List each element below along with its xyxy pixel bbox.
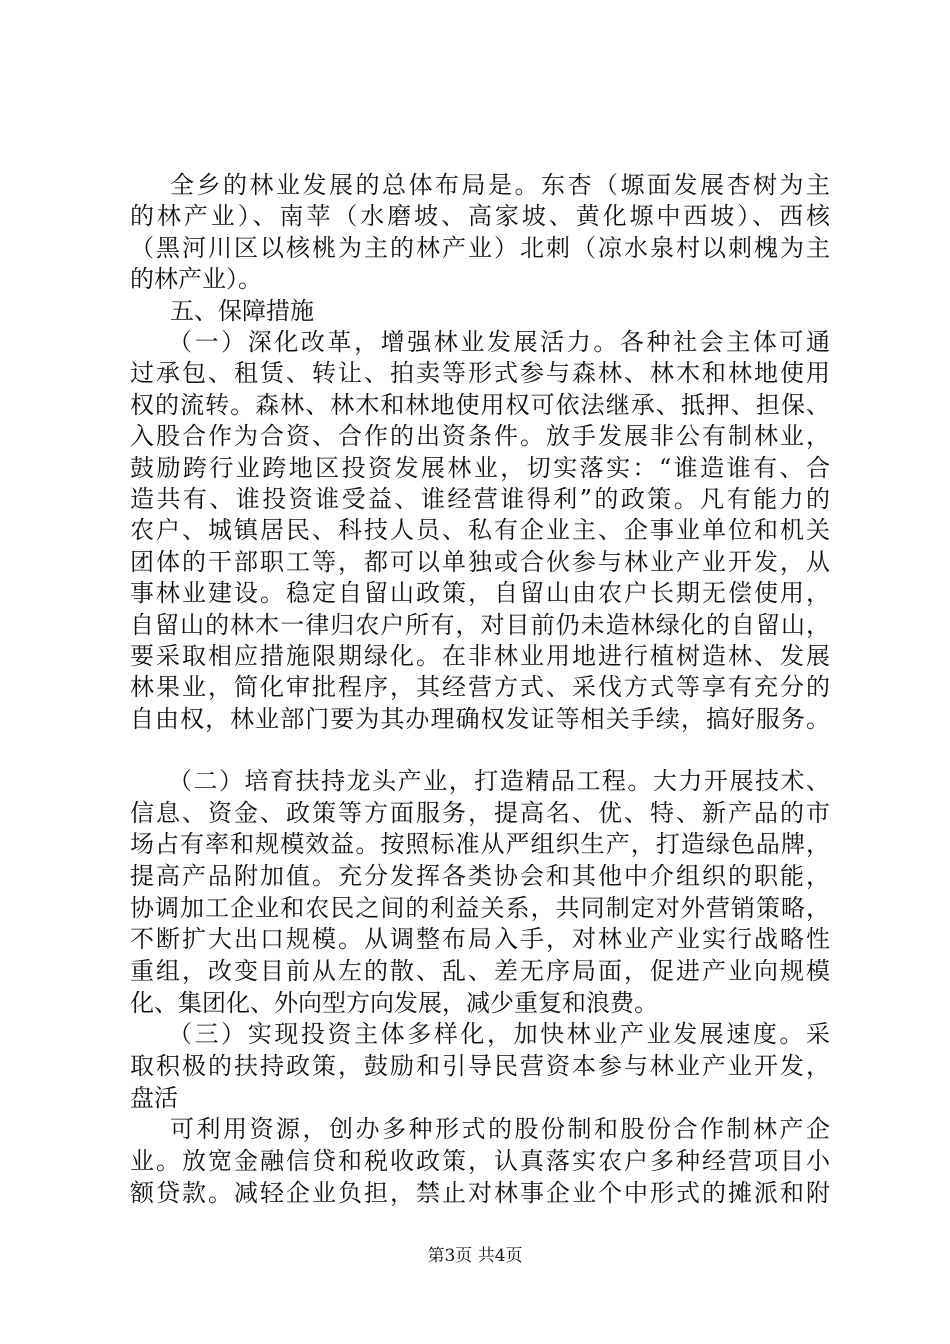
paragraph-line: 提高产品附加值。充分发挥各类协会和其他中介组织的职能，: [130, 862, 830, 890]
paragraph-line: 自由权，林业部门要为其办理确权发证等相关手续，搞好服务。: [130, 705, 830, 733]
page-number-footer: 第3页 共4页: [427, 1246, 523, 1266]
paragraph-line: （二）培育扶持龙头产业，打造精品工程。大力开展技术、: [168, 767, 830, 795]
paragraph-line: 要采取相应措施限期绿化。在非林业用地进行植树造林、发展: [130, 642, 830, 670]
paragraph-line: 全乡的林业发展的总体布局是。东杏（塬面发展杏树为主: [170, 171, 830, 199]
paragraph-line: 事林业建设。稳定自留山政策，自留山由农户长期无偿使用，: [130, 579, 830, 607]
paragraph-line: 的林产业）。: [130, 265, 262, 293]
paragraph-line: （黑河川区以核桃为主的林产业）北刺（凉水泉村以刺槐为主: [130, 234, 830, 262]
paragraph-line: 信息、资金、政策等方面服务，提高名、优、特、新产品的市: [130, 799, 830, 827]
paragraph-line: 权的流转。森林、林木和林地使用权可依法继承、抵押、担保、: [130, 391, 830, 419]
paragraph-line: 鼓励跨行业跨地区投资发展林业，切实落实：“谁造谁有、合: [130, 454, 830, 482]
paragraph-line: （三）实现投资主体多样化，加快林业产业发展速度。采: [168, 1020, 830, 1048]
paragraph-line: 入股合作为合资、合作的出资条件。放手发展非公有制林业，: [130, 422, 830, 450]
paragraph-line: 盘活: [130, 1084, 178, 1112]
paragraph-line: 重组，改变目前从左的散、乱、差无序局面，促进产业向规模: [130, 957, 830, 985]
section-heading: 五、保障措施: [170, 297, 314, 325]
paragraph-line: 自留山的林木一律归农户所有，对目前仍未造林绿化的自留山，: [130, 611, 830, 639]
paragraph-line: 不断扩大出口规模。从调整布局入手，对林业产业实行战略性: [130, 925, 830, 953]
paragraph-line: 业。放宽金融信贷和税收政策，认真落实农户多种经营项目小: [130, 1147, 830, 1175]
paragraph-line: 团体的干部职工等，都可以单独或合伙参与林业产业开发，从: [130, 548, 830, 576]
paragraph-line: 林果业，简化审批程序，其经营方式、采伐方式等享有充分的: [130, 673, 830, 701]
paragraph-line: 取积极的扶持政策，鼓励和引导民营资本参与林业产业开发，: [130, 1052, 830, 1080]
paragraph-line: 额贷款。减轻企业负担，禁止对林事企业个中形式的摊派和附: [130, 1179, 830, 1207]
paragraph-line: 过承包、租赁、转让、拍卖等形式参与森林、林木和林地使用: [130, 359, 830, 387]
paragraph-line: （一）深化改革，增强林业发展活力。各种社会主体可通: [168, 328, 830, 356]
paragraph-line: 的林产业）、南苹（水磨坡、高家坡、黄化塬中西坡）、西核: [130, 202, 830, 230]
paragraph-line: 农户、城镇居民、科技人员、私有企业主、企事业单位和机关: [130, 516, 830, 544]
paragraph-line: 化、集团化、外向型方向发展，减少重复和浪费。: [130, 989, 658, 1017]
paragraph-line: 协调加工企业和农民之间的利益关系，共同制定对外营销策略，: [130, 894, 830, 922]
paragraph-line: 造共有、谁投资谁受益、谁经营谁得利”的政策。凡有能力的: [130, 485, 830, 513]
paragraph-line: 场占有率和规模效益。按照标准从严组织生产，打造绿色品牌，: [130, 830, 830, 858]
paragraph-line: 可利用资源，创办多种形式的股份制和股份合作制林产企: [170, 1115, 830, 1143]
